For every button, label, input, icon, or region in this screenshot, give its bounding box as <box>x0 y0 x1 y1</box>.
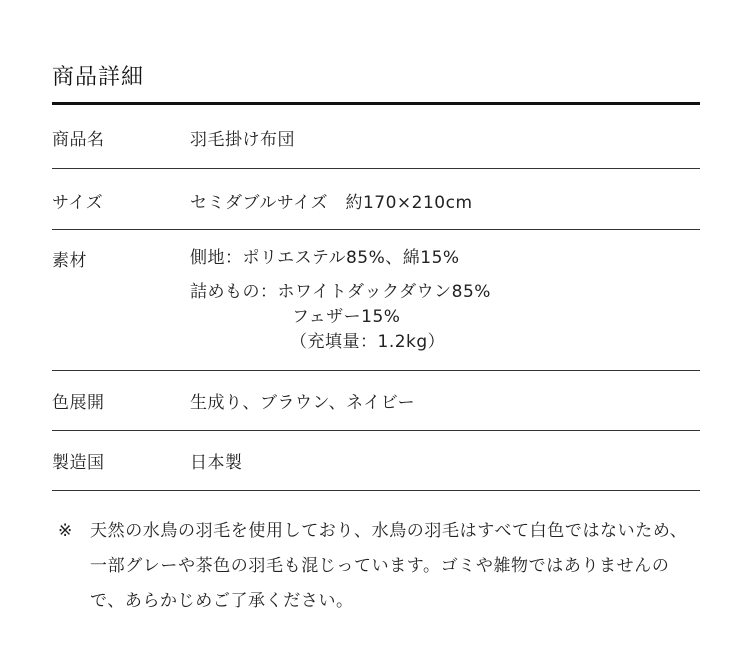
spec-label: 色展開 <box>52 393 105 413</box>
note-text: 天然の水鳥の羽毛を使用しており、水鳥の羽毛はすべて白色ではないため、一部グレーや茶色の羽毛も混じっています。ゴミや雑物ではありませんので、あらかじめご了承ください。 <box>90 521 688 611</box>
spec-value: 生成り、ブラウン、ネイビー <box>190 393 416 413</box>
spec-row-material <box>52 230 700 371</box>
note-mark: ※ <box>58 521 73 541</box>
spec-label: 製造国 <box>52 453 105 473</box>
spec-row-product-name <box>52 105 700 169</box>
spec-value: 日本製 <box>190 453 243 473</box>
material-filling: 詰めもの：ホワイトダックダウン85% <box>190 282 491 302</box>
spec-row-origin <box>52 431 700 491</box>
material-feather: フェザー15% <box>292 307 401 327</box>
spec-table <box>52 105 700 491</box>
spec-value: 羽毛掛け布団 <box>190 130 295 150</box>
material-fill-amount: （充填量：1.2kg） <box>290 332 446 352</box>
spec-label: サイズ <box>52 193 104 213</box>
section-title: 商品詳細 <box>52 65 145 90</box>
material-shell: 側地：ポリエステル85%、綿15% <box>190 248 460 268</box>
spec-label: 商品名 <box>52 130 105 150</box>
note <box>58 514 700 619</box>
spec-value: セミダブルサイズ 約170×210cm <box>190 193 473 213</box>
spec-value-material <box>190 246 700 370</box>
spec-label: 素材 <box>52 251 87 271</box>
spec-row-size <box>52 169 700 230</box>
spec-row-color <box>52 371 700 431</box>
